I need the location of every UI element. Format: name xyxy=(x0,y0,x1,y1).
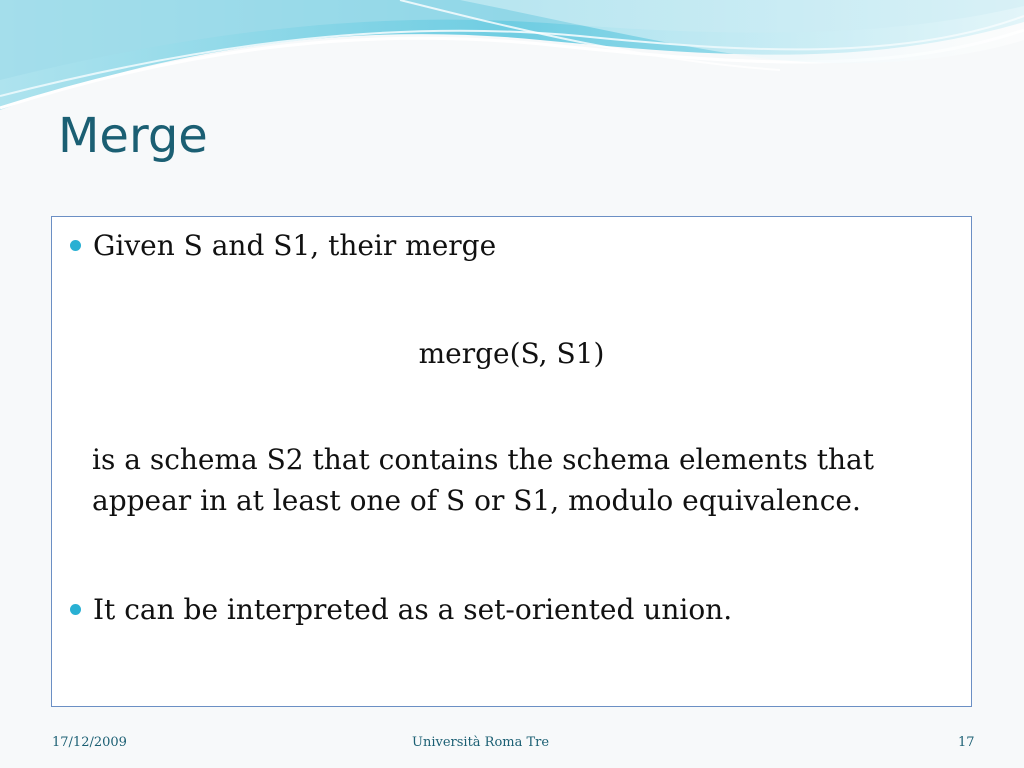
slide-title: Merge xyxy=(58,108,208,164)
bullet-icon xyxy=(70,240,81,251)
footer-page-number: 17 xyxy=(958,735,975,750)
definition-paragraph: is a schema S2 that contains the schema elements that appear in at least one of S or S1, modulo equivalence. xyxy=(92,443,874,517)
header-wave-decoration xyxy=(0,0,1024,120)
bullet-item-1 xyxy=(70,229,496,263)
merge-formula: merge(S, S1) xyxy=(418,337,605,370)
bullet-text-2: It can be interpreted as a set-oriented union. xyxy=(93,593,733,626)
footer-institution: Università Roma Tre xyxy=(412,735,550,750)
content-box xyxy=(51,216,972,707)
bullet-icon xyxy=(70,604,81,615)
bullet-text-1: Given S and S1, their merge xyxy=(93,229,497,262)
bullet-item-2 xyxy=(70,593,732,627)
footer-date: 17/12/2009 xyxy=(52,735,127,750)
